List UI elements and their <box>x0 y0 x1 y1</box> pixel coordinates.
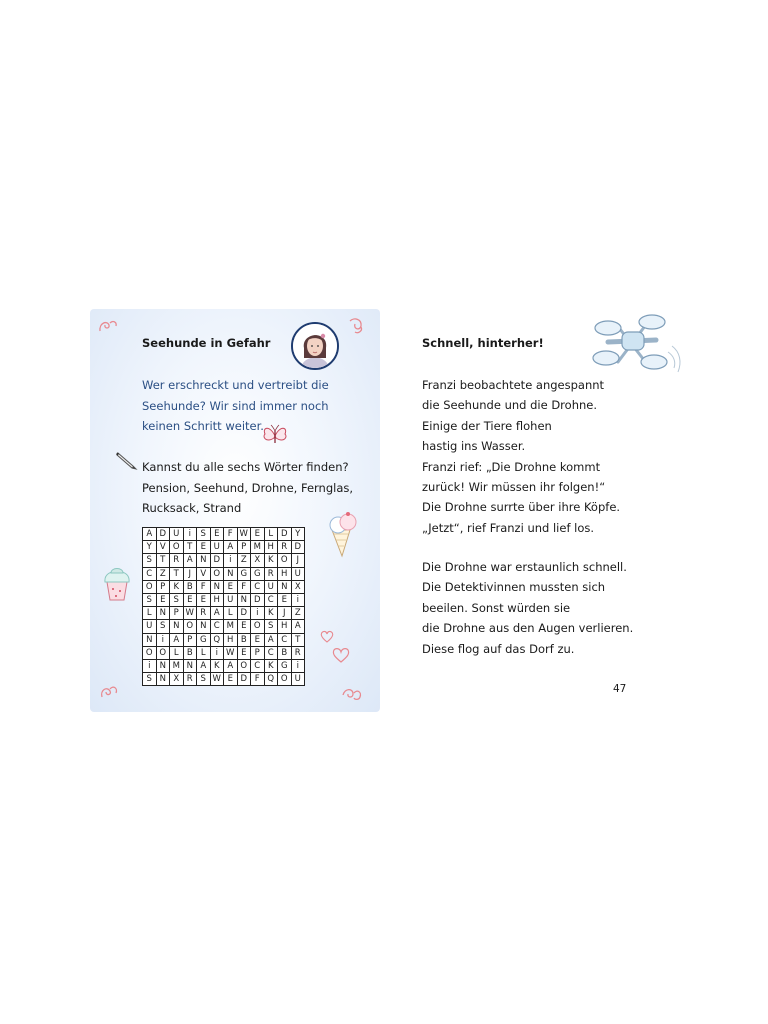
grid-cell: U <box>224 594 238 607</box>
grid-cell: O <box>143 647 157 660</box>
grid-cell: N <box>238 594 252 607</box>
grid-cell: O <box>211 568 225 581</box>
grid-cell: D <box>238 673 252 686</box>
intro-line: Wer erschreckt und vertreibt die <box>142 378 329 392</box>
grid-cell: S <box>197 528 211 541</box>
grid-cell: J <box>184 568 198 581</box>
grid-cell: A <box>143 528 157 541</box>
grid-cell: K <box>170 581 184 594</box>
grid-cell: U <box>211 541 225 554</box>
grid-cell: C <box>143 568 157 581</box>
grid-cell: F <box>238 581 252 594</box>
grid-cell: B <box>184 647 198 660</box>
grid-cell: B <box>238 634 252 647</box>
story-line: die Drohne aus den Augen verlieren. <box>422 621 634 636</box>
page-number: 47 <box>613 683 627 695</box>
word-search-grid <box>142 527 305 686</box>
grid-cell: N <box>157 673 171 686</box>
grid-cell: W <box>224 647 238 660</box>
grid-cell: M <box>251 541 265 554</box>
task-line: Rucksack, Strand <box>142 501 242 515</box>
grid-cell: G <box>238 568 252 581</box>
grid-cell: A <box>184 554 198 567</box>
grid-cell: D <box>251 594 265 607</box>
grid-cell: G <box>278 660 292 673</box>
grid-cell: U <box>265 581 279 594</box>
grid-cell: W <box>184 607 198 620</box>
grid-cell: M <box>170 660 184 673</box>
grid-cell: N <box>224 568 238 581</box>
story-line: Franzi beobachtete angespannt <box>422 378 605 392</box>
grid-cell: H <box>265 541 279 554</box>
grid-cell: X <box>251 554 265 567</box>
grid-cell: B <box>184 581 198 594</box>
grid-cell: D <box>292 541 306 554</box>
grid-cell: P <box>157 581 171 594</box>
grid-cell: E <box>278 594 292 607</box>
grid-cell: C <box>265 647 279 660</box>
grid-cell: Z <box>292 607 306 620</box>
grid-cell: R <box>170 554 184 567</box>
grid-cell: A <box>292 620 306 633</box>
grid-cell: T <box>292 634 306 647</box>
grid-cell: U <box>170 528 184 541</box>
left-title: Seehunde in Gefahr <box>142 336 271 350</box>
grid-cell: S <box>170 594 184 607</box>
grid-cell: H <box>211 594 225 607</box>
story-line: Franzi rief: „Die Drohne kommt <box>422 459 601 474</box>
grid-cell: U <box>292 673 306 686</box>
grid-cell: T <box>184 541 198 554</box>
grid-cell: R <box>197 607 211 620</box>
intro-line: keinen Schritt weiter. <box>142 419 264 433</box>
grid-cell: S <box>143 554 157 567</box>
grid-cell: S <box>143 673 157 686</box>
grid-cell: i <box>184 528 198 541</box>
story-line: Die Drohne surrte über ihre Köpfe. <box>422 500 621 515</box>
grid-cell: T <box>157 554 171 567</box>
grid-cell: D <box>211 554 225 567</box>
grid-cell: L <box>143 607 157 620</box>
grid-cell: W <box>238 528 252 541</box>
grid-cell: V <box>157 541 171 554</box>
grid-cell: R <box>292 647 306 660</box>
grid-cell: H <box>278 620 292 633</box>
drone-icon <box>578 306 686 378</box>
grid-cell: N <box>278 581 292 594</box>
grid-cell: O <box>278 554 292 567</box>
grid-cell: P <box>170 607 184 620</box>
grid-cell: S <box>157 620 171 633</box>
grid-cell: C <box>278 634 292 647</box>
grid-cell: i <box>211 647 225 660</box>
grid-cell: X <box>170 673 184 686</box>
grid-cell: K <box>211 660 225 673</box>
pencil-icon <box>115 449 139 471</box>
grid-cell: N <box>197 620 211 633</box>
heart-icon-small <box>320 630 334 643</box>
grid-cell: A <box>211 607 225 620</box>
story-line: zurück! Wir müssen ihr folgen!“ <box>422 480 606 495</box>
grid-cell: E <box>251 528 265 541</box>
grid-cell: U <box>292 568 306 581</box>
butterfly-icon <box>260 421 290 451</box>
grid-cell: D <box>157 528 171 541</box>
grid-cell: i <box>143 660 157 673</box>
cupcake-icon <box>101 560 133 602</box>
grid-cell: X <box>292 581 306 594</box>
avatar <box>291 322 339 370</box>
grid-cell: S <box>265 620 279 633</box>
grid-cell: Y <box>292 528 306 541</box>
grid-cell: K <box>265 554 279 567</box>
grid-cell: B <box>278 647 292 660</box>
grid-cell: W <box>211 673 225 686</box>
grid-cell: E <box>211 528 225 541</box>
grid-cell: A <box>224 660 238 673</box>
grid-cell: L <box>224 607 238 620</box>
grid-cell: i <box>157 634 171 647</box>
grid-cell: S <box>197 673 211 686</box>
grid-cell: N <box>197 554 211 567</box>
grid-cell: D <box>278 528 292 541</box>
grid-cell: H <box>278 568 292 581</box>
grid-cell: E <box>184 594 198 607</box>
grid-cell: K <box>265 607 279 620</box>
grid-cell: R <box>184 673 198 686</box>
swirl-icon-bottom-left <box>98 681 120 701</box>
grid-cell: E <box>238 620 252 633</box>
grid-cell: A <box>265 634 279 647</box>
grid-cell: S <box>143 594 157 607</box>
grid-cell: N <box>170 620 184 633</box>
grid-cell: E <box>224 581 238 594</box>
grid-cell: N <box>157 607 171 620</box>
grid-cell: O <box>278 673 292 686</box>
grid-cell: P <box>184 634 198 647</box>
grid-cell: F <box>224 528 238 541</box>
grid-cell: E <box>157 594 171 607</box>
grid-cell: O <box>251 620 265 633</box>
grid-cell: N <box>184 660 198 673</box>
swirl-icon-top-right <box>346 315 368 335</box>
swirl-icon-bottom-right <box>340 683 364 703</box>
grid-cell: L <box>170 647 184 660</box>
grid-cell: i <box>251 607 265 620</box>
grid-cell: R <box>265 568 279 581</box>
ice-cream-icon <box>324 508 360 558</box>
task-line: Kannst du alle sechs Wörter finden? <box>142 460 349 474</box>
grid-cell: A <box>170 634 184 647</box>
story-line: Die Drohne war erstaunlich schnell. <box>422 560 627 574</box>
grid-cell: U <box>143 620 157 633</box>
story-line: hastig ins Wasser. <box>422 439 526 454</box>
story-line: Diese flog auf das Dorf zu. <box>422 641 575 656</box>
story-line: die Seehunde und die Drohne. <box>422 398 598 413</box>
grid-cell: E <box>251 634 265 647</box>
grid-cell: N <box>143 634 157 647</box>
grid-cell: O <box>238 660 252 673</box>
grid-cell: O <box>157 647 171 660</box>
intro-text <box>142 375 352 437</box>
story-line: beeilen. Sonst würden sie <box>422 600 571 615</box>
grid-cell: P <box>238 541 252 554</box>
grid-cell: Z <box>157 568 171 581</box>
grid-cell: O <box>184 620 198 633</box>
grid-cell: A <box>197 660 211 673</box>
grid-cell: J <box>278 607 292 620</box>
swirl-icon-top-left <box>97 317 119 335</box>
grid-cell: F <box>197 581 211 594</box>
grid-cell: L <box>265 528 279 541</box>
grid-cell: K <box>265 660 279 673</box>
grid-cell: L <box>197 647 211 660</box>
story-line: Einige der Tiere flohen <box>422 418 552 433</box>
grid-cell: N <box>157 660 171 673</box>
grid-cell: M <box>224 620 238 633</box>
story-line: „Jetzt“, rief Franzi und lief los. <box>422 520 595 535</box>
grid-cell: J <box>292 554 306 567</box>
grid-cell: O <box>143 581 157 594</box>
grid-cell: C <box>251 660 265 673</box>
grid-cell: N <box>211 581 225 594</box>
grid-cell: C <box>265 594 279 607</box>
grid-cell: Z <box>238 554 252 567</box>
story-paragraph-1 <box>422 375 662 538</box>
grid-cell: T <box>170 568 184 581</box>
grid-cell: D <box>238 607 252 620</box>
grid-cell: E <box>197 541 211 554</box>
grid-cell: P <box>251 647 265 660</box>
grid-cell: Q <box>211 634 225 647</box>
grid-cell: i <box>224 554 238 567</box>
task-line: Pension, Seehund, Drohne, Fernglas, <box>142 480 354 495</box>
intro-line: Seehunde? Wir sind immer noch <box>142 398 329 413</box>
grid-cell: V <box>197 568 211 581</box>
grid-cell: E <box>224 673 238 686</box>
grid-cell: O <box>170 541 184 554</box>
grid-cell: Y <box>143 541 157 554</box>
grid-cell: E <box>238 647 252 660</box>
grid-cell: H <box>224 634 238 647</box>
right-title: Schnell, hinterher! <box>422 336 544 350</box>
story-line: Die Detektivinnen mussten sich <box>422 580 606 595</box>
grid-cell: R <box>278 541 292 554</box>
grid-cell: G <box>197 634 211 647</box>
grid-cell: i <box>292 594 306 607</box>
grid-cell: Q <box>265 673 279 686</box>
grid-cell: F <box>251 673 265 686</box>
heart-icon-large <box>332 647 350 663</box>
grid-cell: C <box>211 620 225 633</box>
grid-cell: C <box>251 581 265 594</box>
story-paragraph-2 <box>422 557 662 659</box>
grid-cell: i <box>292 660 306 673</box>
grid-cell: A <box>224 541 238 554</box>
grid-cell: E <box>197 594 211 607</box>
grid-cell: G <box>251 568 265 581</box>
